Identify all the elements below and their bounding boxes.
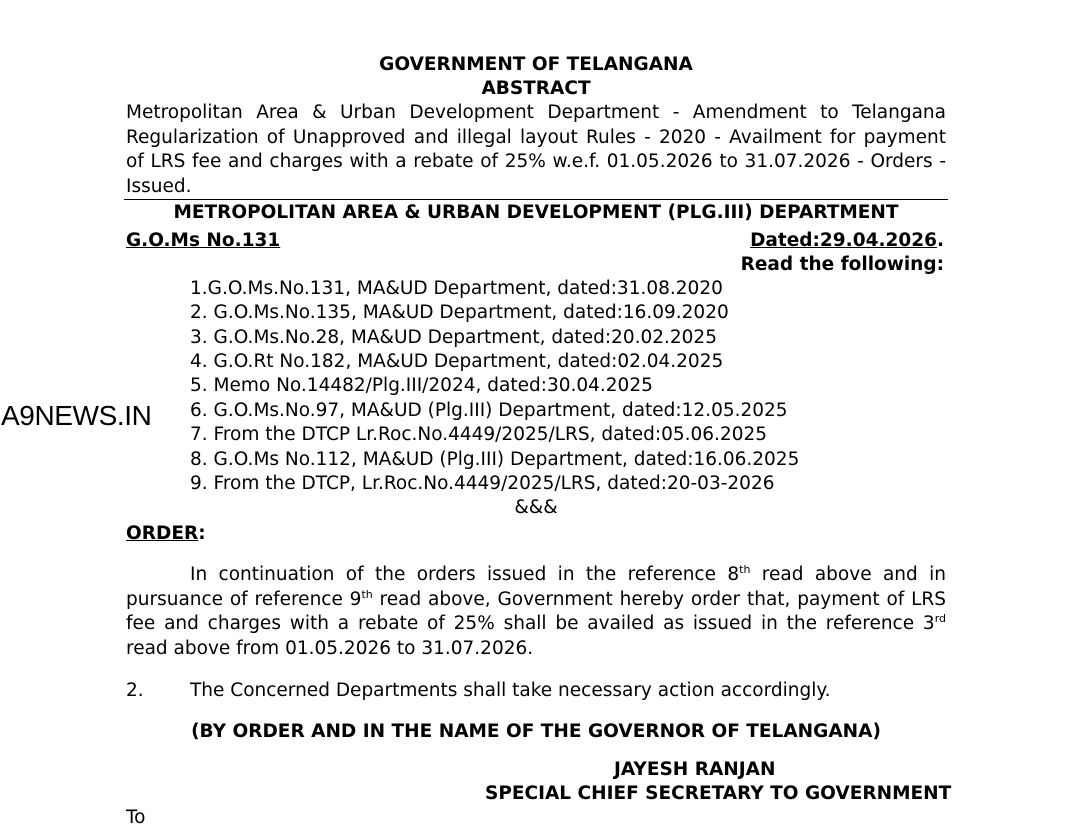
abstract-line: Regularization of Unapproved and illegal layout Rules - 2020 - Availment for payment	[126, 126, 946, 148]
reference-item: 9. From the DTCP, Lr.Roc.No.4449/2025/LRS, dated:20-03-2026	[190, 473, 775, 494]
divider-rule	[124, 199, 948, 200]
by-order-text: (BY ORDER AND IN THE NAME OF THE GOVERNOR OF TELANGANA)	[191, 721, 881, 742]
department-heading: METROPOLITAN AREA & URBAN DEVELOPMENT (PLG.III) DEPARTMENT	[173, 202, 899, 223]
reference-item: 6. G.O.Ms.No.97, MA&UD (Plg.III) Department, dated:12.05.2025	[190, 400, 788, 421]
abstract-line: Issued.	[126, 175, 192, 197]
order-text: read above and in pursuance of reference 9	[126, 564, 946, 610]
reference-item: 8. G.O.Ms No.112, MA&UD (Plg.III) Department, dated:16.06.2025	[190, 449, 800, 470]
reference-item: 7. From the DTCP Lr.Roc.No.4449/2025/LRS, dated:05.06.2025	[190, 424, 768, 445]
reference-item: 2. G.O.Ms.No.135, MA&UD Department, dated:16.09.2020	[190, 302, 729, 323]
reference-item: 4. G.O.Rt No.182, MA&UD Department, dated:02.04.2025	[190, 351, 724, 372]
para-2-number: 2.	[126, 680, 144, 701]
signatory-name: JAYESH RANJAN	[614, 759, 776, 780]
order-label: ORDER	[126, 523, 199, 544]
watermark: A9NEWS.IN	[1, 400, 152, 431]
dated-suffix: .	[936, 230, 944, 251]
superscript: th	[739, 563, 751, 576]
order-text: read above, Government hereby order that, payment of LRS fee and charges with a rebate of 25% shall be availed as issued in the reference 3	[126, 588, 946, 634]
order-text: read above from 01.05.2026 to 31.07.2026.	[126, 637, 534, 659]
abstract-line: of LRS fee and charges with a rebate of 25% w.e.f. 01.05.2026 to 31.07.2026 - Orders -	[126, 151, 946, 172]
order-paragraph-1	[126, 563, 946, 661]
order-colon: :	[198, 523, 206, 544]
read-following: Read the following:	[740, 254, 944, 275]
go-number: G.O.Ms No.131	[126, 230, 281, 251]
superscript: rd	[934, 612, 946, 625]
order-text: In continuation of the orders issued in the reference 8	[190, 564, 740, 585]
reference-item: 3. G.O.Ms.No.28, MA&UD Department, dated:20.02.2025	[190, 327, 717, 348]
signatory-title: SPECIAL CHIEF SECRETARY TO GOVERNMENT	[485, 783, 952, 804]
dated-text: Dated:29.04.2026	[750, 230, 937, 251]
by-order-line	[0, 720, 1072, 744]
to-label: To	[126, 807, 146, 828]
reference-item: 5. Memo No.14482/Plg.III/2024, dated:30.04.2025	[190, 375, 653, 396]
abstract-text	[126, 101, 946, 199]
superscript: th	[361, 587, 373, 601]
para-2-text: The Concerned Departments shall take necessary action accordingly.	[190, 680, 831, 701]
go-date	[750, 229, 944, 253]
reference-item: 1.G.O.Ms.No.131, MA&UD Department, dated:31.08.2020	[190, 278, 723, 299]
separator: &&&	[514, 497, 558, 518]
abstract-line: Metropolitan Area & Urban Development Department - Amendment to Telangana	[126, 102, 946, 123]
government-heading: GOVERNMENT OF TELANGANA	[379, 54, 693, 75]
order-heading	[126, 522, 206, 546]
abstract-heading: ABSTRACT	[481, 78, 591, 99]
